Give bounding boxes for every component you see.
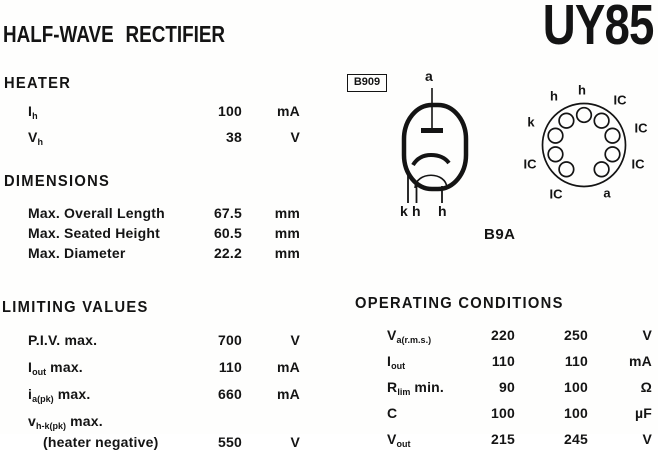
limiting-values-table [28,329,300,450]
spec-value: 67.5 [213,205,242,221]
spec-unit: V [290,332,300,348]
table-row [387,403,652,429]
operating-conditions-heading: OPERATING CONDITIONS [355,295,564,312]
heater-element [413,155,449,165]
pin-label-top-left: h [550,88,558,104]
spec-unit: V [290,129,300,145]
heater-lead-label: h [412,203,421,219]
spec-label: $i_{a(pk)}$ max. [28,386,91,404]
pin-circle [594,162,609,177]
spec-value: 550 [218,434,242,450]
spec-unit: mA [277,359,300,375]
pin-label-lower-right: IC [631,156,645,172]
spec-value-2: 245 [564,431,588,447]
spec-unit: V [642,327,652,343]
spec-label: $V_{a(r.m.s.)}$ [387,327,432,345]
pin-label-upper-left: k [527,114,535,130]
table-row [387,351,652,377]
tube-symbol-diagram [395,62,475,207]
spec-label: $V_{out}$ [387,431,411,449]
spec-label: Max. Overall Length [28,205,165,221]
table-row [28,101,300,127]
spec-label: P.I.V. max. [28,332,98,348]
spec-label: $I_{out}$ max. [28,359,83,377]
page-title: HALF-WAVE RECTIFIER [3,21,226,47]
spec-label: $V_h$ [28,129,44,147]
table-row [28,329,300,356]
pin-circle [559,113,574,128]
spec-label: $R_{lim}$ min. [387,379,444,397]
spec-unit: µF [634,405,652,421]
cathode-lead-label: k [400,203,408,219]
spec-value-1: 100 [491,405,515,421]
spec-value-1: 90 [499,379,515,395]
anode-label: a [425,68,433,84]
spec-unit: mA [277,103,300,119]
spec-unit: mm [274,225,300,241]
b9a-base-diagram [538,99,632,193]
spec-label: C [387,405,398,421]
pin-circle [559,162,574,177]
spec-value: 60.5 [213,225,242,241]
dimensions-heading: DIMENSIONS [4,173,111,190]
heater-lead-label: h [438,203,447,219]
spec-value-2: 100 [564,405,588,421]
pin-circle [577,108,592,123]
spec-value: 700 [218,332,242,348]
pin-circle [594,113,609,128]
table-row [28,223,300,243]
table-row [28,356,300,383]
pin-circle [605,128,620,143]
table-row [28,410,300,450]
limiting-values-heading: LIMITING VALUES [2,299,149,316]
table-row [387,429,652,455]
spec-label: Max. Seated Height [28,225,160,241]
pin-circle [548,147,563,162]
spec-label: $I_{out}$ [387,353,406,371]
pin-label-bottom-right: a [603,185,611,201]
pin-label-top-right: IC [613,92,627,108]
spec-value-2: 100 [564,379,588,395]
spec-value: 110 [218,359,242,375]
pin-circle [605,147,620,162]
pin-label-lower-left: IC [523,156,537,172]
table-row [28,127,300,153]
spec-value: 22.2 [213,245,242,261]
spec-value-2: 250 [564,327,588,343]
dimensions-table [28,203,300,263]
spec-value-1: 220 [491,327,515,343]
heater-table [28,101,300,153]
table-row [387,377,652,403]
pin-label-upper-right: IC [634,120,648,136]
spec-label: $v_{h-k(pk)}$ max. [28,413,103,431]
table-row [28,203,300,223]
pin-label-top: h [578,82,586,98]
spec-label-note: (heater negative) [43,434,159,450]
spec-value: 100 [218,103,242,119]
pin-circle [548,128,563,143]
base-outline-circle [543,104,626,187]
spec-unit: mm [274,245,300,261]
base-name: B9A [484,226,516,243]
spec-value: 38 [226,129,242,145]
spec-unit: Ω [640,379,652,395]
spec-value-1: 110 [491,353,515,369]
spec-label: $I_h$ [28,103,38,121]
table-row [28,243,300,263]
spec-unit: V [290,434,300,450]
spec-value-2: 110 [564,353,588,369]
pin-label-bottom-left: IC [549,186,563,202]
spec-unit: mA [629,353,652,369]
table-row [387,325,652,351]
spec-value: 660 [218,386,242,402]
drawing-code-box: B909 [347,74,387,92]
operating-conditions-table [387,325,652,455]
table-row [28,383,300,410]
spec-unit: mm [274,205,300,221]
spec-value-1: 215 [491,431,515,447]
part-number: UY85 [543,0,654,57]
spec-unit: mA [277,386,300,402]
spec-label: Max. Diameter [28,245,126,261]
spec-unit: V [642,431,652,447]
heater-heading: HEATER [4,75,72,92]
